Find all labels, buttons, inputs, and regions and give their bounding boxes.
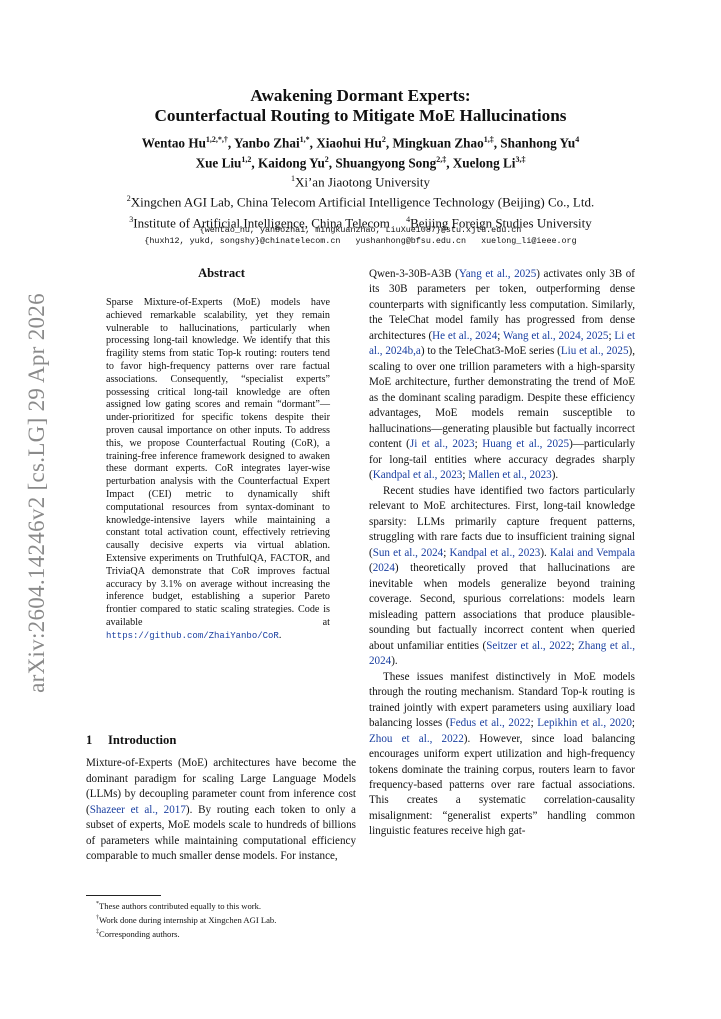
citation-link[interactable]: Mallen et al., 2023 [468, 469, 552, 482]
affiliation-text: Beijing Foreign Studies University [410, 214, 592, 230]
affil-mark: 2 [126, 194, 131, 204]
citation-link[interactable]: Zhang et al., 2024 [369, 639, 635, 668]
affil-mark: 1 [290, 174, 295, 183]
author-separator: , [446, 155, 453, 171]
title-line-1: Awakening Dormant Experts: [250, 86, 471, 105]
author-name: Yanbo Zhai [234, 135, 300, 151]
author-name: Kaidong Yu [257, 155, 325, 171]
citation-link[interactable]: Kalai and Vempala [550, 546, 635, 559]
citation-link[interactable]: Huang et al., 2025 [482, 438, 570, 451]
citation-link[interactable]: He et al., 2024 [432, 329, 498, 342]
footnote-mark: ‡ [96, 928, 99, 935]
body-text: ; [530, 717, 538, 730]
footnote-rule [86, 895, 161, 896]
author-separator: , [385, 135, 393, 151]
author-affil-mark: 2 [324, 155, 329, 165]
body-text: ; [474, 438, 483, 451]
citation-link[interactable]: Seitzer et al., 2022 [486, 639, 572, 652]
author-affil-mark: 2 [381, 135, 386, 144]
body-text: ) to the TeleChat3-MoE series ( [420, 345, 561, 358]
footnotes [96, 898, 356, 940]
citation-link[interactable]: Shazeer et al., 2017 [89, 803, 186, 816]
intro-text: ). By routing each token to only a subset of experts, MoE models scale to hundreds of billions of parameters while maintaining computational efficiency comparable to much smaller dense models. For instance, [86, 803, 356, 862]
citation-link[interactable]: Sun et al., 2024 [372, 546, 444, 559]
affiliation-text: Xingchen AGI Lab, China Telecom Artificial Intelligence Technology (Beijing) Co., Ltd. [130, 194, 595, 210]
author-separator: , [227, 135, 235, 151]
citation-link[interactable]: Ji et al., 2023 [409, 438, 475, 451]
citation-link[interactable]: Wang et al., 2024, 2025 [502, 329, 609, 342]
body-text: ). [551, 469, 559, 482]
body-text: These issues manifest distinctively in MoE models through the routing mechanism. Standard Top-k routing is trained jointly with expert parameters using auxiliary load balancing losses ( [369, 670, 635, 730]
citation-link[interactable]: Liu et al., 2025 [560, 345, 629, 358]
author-line-2 [80, 151, 641, 171]
author-separator: , [309, 135, 317, 151]
citation-link[interactable]: Kandpal et al., 2023 [449, 546, 541, 559]
author-name: Shuangyong Song [335, 155, 437, 171]
affiliations [80, 170, 641, 231]
body-paragraph [369, 484, 635, 670]
intro-text: Mixture-of-Experts (MoE) architectures have become the dominant paradigm for scaling Large Language Models (LLMs) by decoupling parameter count from inference cost ( [86, 757, 356, 816]
footnote-text: These authors contributed equally to this work. [99, 900, 262, 911]
footnote-text: Corresponding authors. [99, 928, 180, 939]
abstract-heading: Abstract [198, 266, 245, 280]
section-title: Introduction [108, 733, 177, 747]
body-text: ; [631, 717, 635, 730]
citation-link[interactable]: Yang et al., 2025 [458, 268, 537, 280]
author-affil-mark: 2,‡ [436, 155, 447, 165]
body-text: ). [391, 655, 398, 668]
body-text: ( [369, 562, 373, 575]
author-list [80, 131, 641, 172]
body-text: ; [497, 329, 503, 342]
author-affil-mark: 3,‡ [515, 155, 526, 165]
footnote-mark: † [96, 914, 99, 921]
arxiv-identifier-stamp [22, 293, 52, 693]
author-name: Mingkuan Zhao [392, 135, 484, 151]
footnote [96, 898, 356, 912]
author-name: Xue Liu [195, 155, 242, 171]
citation-link[interactable]: Kandpal et al., 2023 [372, 469, 463, 482]
affiliation-text: Institute of Artificial Intelligence, China Telecom [133, 214, 390, 230]
footnote-text: Work done during internship at Xingchen AGI Lab. [99, 914, 277, 925]
author-name: Shanhong Yu [500, 135, 576, 151]
body-paragraph [369, 267, 635, 484]
email-line-1: {wentao_hu, yanbozhai, mingkuanzhao, LiuXue1087}@stu.xjtu.edu.cn [199, 225, 522, 235]
abstract-body [106, 297, 330, 643]
citation-link[interactable]: Zhou et al., 2022 [369, 732, 464, 745]
affiliation-line-2 [80, 190, 641, 210]
author-name: Xuelong Li [452, 155, 516, 171]
code-repository-link[interactable]: https://github.com/ZhaiYanbo/CoR [106, 630, 279, 641]
right-column [369, 267, 635, 840]
author-affil-mark: 1,2,*,† [205, 135, 228, 144]
body-text: ; [443, 546, 450, 559]
body-paragraph [369, 670, 635, 840]
arxiv-stamp-text: arXiv:2604.14246v2 [cs.LG] 29 Apr 2026 [24, 293, 50, 693]
author-separator: , [251, 155, 258, 171]
title-line-2: Counterfactual Routing to Mitigate MoE Hallucinations [154, 106, 567, 125]
abstract-text: Sparse Mixture-of-Experts (MoE) models have achieved remarkable scalability, yet they remain vulnerable to hallucinations, particularly when processing long-tail knowledge. We identify that this fragility stems from static Top-k routing: routers tend to favor high-frequency patterns over rare factual associations. Consequently, “specialist experts” possessing critical long-tail knowledge are often assigned low gating scores and remain “dormant”—under-prioritized for specific tokens despite their proven causal importance on other inputs. To address this, we propose Counterfactual Routing (CoR), a training-free inference framework designed to awaken these dormant experts. CoR integrates layer-wise perturbation analysis with the Counterfactual Expert Impact (CEI) metric to dynamically shift computational resources from syntax-dominant to knowledge-intensive layers while maintaining a constant total activation count, effectively retrieving causally decisive experts via virtual ablation. Extensive experiments on TruthfulQA, FACTOR, and TriviaQA demonstrate that CoR improves factual accuracy by 3.1% on average without increasing the inference budget, establishing a superior Pareto frontier compared to static scaling strategies. Code is available at [106, 297, 330, 628]
author-name: Wentao Hu [141, 135, 206, 151]
paper-title [80, 86, 641, 126]
body-text: Recent studies have identified two factors particularly relevant to MoE architectures. First, long-tail knowledge sparsity: LLMs primarily capture frequent patterns, struggling with rare facts due to insufficient training signal ( [369, 484, 635, 559]
affiliation-text: Xi’an Jiaotong University [294, 174, 431, 190]
author-affil-mark: 1,* [299, 135, 310, 144]
email-line-2: {huxh12, yukd, songshy}@chinatelecom.cn yushanhong@bfsu.edu.cn xuelong_li@ieee.org [144, 236, 577, 246]
footnote [96, 912, 356, 926]
citation-link[interactable]: Fedus et al., 2022 [449, 717, 531, 730]
footnote-mark: * [96, 901, 99, 907]
body-text: ). [540, 546, 550, 559]
footnote [96, 926, 356, 940]
author-separator: , [328, 155, 336, 171]
body-text: ) activates only 3B of its 30B parameters per token, outperforming dense counterparts with significantly less computation. Similarly, the TeleChat model family has progressed from dense architectures ( [369, 268, 635, 342]
author-separator: , [493, 135, 501, 151]
author-line-1 [80, 131, 641, 151]
citation-link[interactable]: 2024 [372, 562, 395, 575]
section-heading-introduction [86, 733, 176, 748]
body-text: )—particularly for long-tail entities where accuracy degrades sharply ( [369, 438, 636, 482]
affil-mark: 3 [129, 214, 134, 224]
author-emails [80, 225, 641, 247]
author-affil-mark: 1,‡ [483, 135, 494, 144]
citation-link[interactable]: Lepikhin et al., 2020 [537, 717, 632, 730]
affiliation-line-1 [80, 170, 641, 190]
section-number: 1 [86, 733, 93, 747]
body-text: ) theoretically proved that hallucinations are inevitable when models generalize beyond training coverage. Second, spurious correlations: models learn misleading pattern associations that produce plausible-sounding but factually incorrect content when queried about unfamiliar entities ( [369, 562, 635, 652]
author-name: Xiaohui Hu [316, 135, 382, 151]
body-text: ; [608, 329, 615, 342]
body-text: ; [571, 639, 579, 652]
body-text: ), scaling to over one trillion parameters with a high-sparsity MoE architecture, further demonstrating the trend of MoE as the dominant scaling paradigm. Despite these efficiency advantages, MoE models remain susceptible to hallucinations—generating plausible but factually incorrect content ( [369, 345, 635, 451]
affil-mark: 4 [406, 214, 411, 224]
introduction-paragraph [86, 756, 356, 865]
author-affil-mark: 1,2 [241, 155, 252, 165]
body-text: ; [462, 469, 469, 482]
abstract-end: . [278, 629, 282, 641]
author-affil-mark: 4 [575, 135, 580, 144]
citation-link[interactable]: Li et al., 2024b,a [369, 329, 636, 358]
body-text: Qwen-3-30B-A3B ( [369, 268, 459, 280]
body-text: ). However, since load balancing encourages uniform expert utilization and high-frequency tokens dominate the training corpus, routers learn to favor frequency-based patterns over rare factual associations. This creates a systematic correlation-causality misalignment: “generalist experts” handling common linguistic features receive high gat- [369, 732, 635, 838]
